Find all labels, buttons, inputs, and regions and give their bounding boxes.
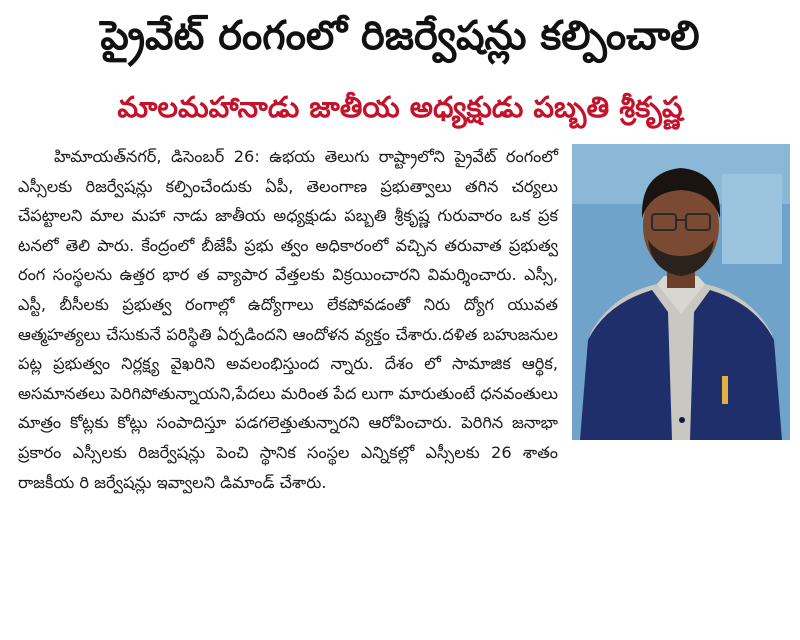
headline: ప్రైవేట్ రంగంలో రిజర్వేషన్లు కల్పించాలి xyxy=(100,13,700,59)
subheadline: మాలమహానాడు జాతీయ అధ్యక్షుడు పబ్బతి శ్రీకృష్ణ xyxy=(117,90,683,124)
photo-pen xyxy=(722,376,728,404)
article-body: హిమాయత్‌నగర్, డిసెంబర్ 26: ఉభయ తెలుగు రాష్ట్రాలోని ప్రైవేట్ రంగంలో ఎస్సీలకు రిజర్వేషన్లు కల్పించేందుకు ఏపీ, తెలంగాణ ప్రభుత్వాలు తగిన చర్యలు చేపట్టాలని మాల మహా నాడు జాతీయ అధ్యక్షుడు పబ్బతి శ్రీకృష్ణ గురువారం ఒక ప్రక టనలో తెలి పారు. కేంద్రంలో బీజేపీ ప్రభు త్వం అధికారంలో వచ్చిన తరువాత ప్రభుత్వ రంగ సంస్థలను ఉత్తర భార త వ్యాపార వేత్తలకు విక్రయించారని విమర్శించారు. ఎస్సీ, ఎస్టీ, బీసీలకు ప్రభుత్వ రంగాల్లో ఉద్యోగాలు లేకపోవడంతో నిరు ద్యోగ యువత ఆత్మహత్యలు చేసుకునే పరిస్థితి ఏర్పడిందని ఆందోళన వ్యక్తం చేశారు.దళిత బహుజనుల పట్ల ప్రభుత్వం నిర్లక్ష్య వైఖరిని అవలంభిస్తుంద న్నారు. దేశం లో సామాజిక ఆర్థిక, అసమానతలు పెరిగిపోతున్నాయని,పేదలు మరింత పేద లుగా మారుతుంటే ధనవంతులు మాత్రం కోట్లకు కోట్లు సంపాదిస్తూ పడగలెత్తుతున్నారని ఆరోపించారు. పెరిగిన జనాభా ప్రకారం ఎస్సీలకు రిజర్వేషన్లు పెంచి స్థానిక సంస్థల ఎన్నికల్లో ఎస్సీలకు 26 శాతం రాజకీయ రి జర్వేషన్లు ఇవ్వాలని డిమాండ్ చేశారు. xyxy=(18,147,559,492)
portrait-photo xyxy=(572,144,790,440)
portrait-illustration xyxy=(572,144,790,440)
photo-window-light xyxy=(722,174,782,264)
photo-vest-button xyxy=(679,417,685,423)
article-section xyxy=(18,142,790,632)
